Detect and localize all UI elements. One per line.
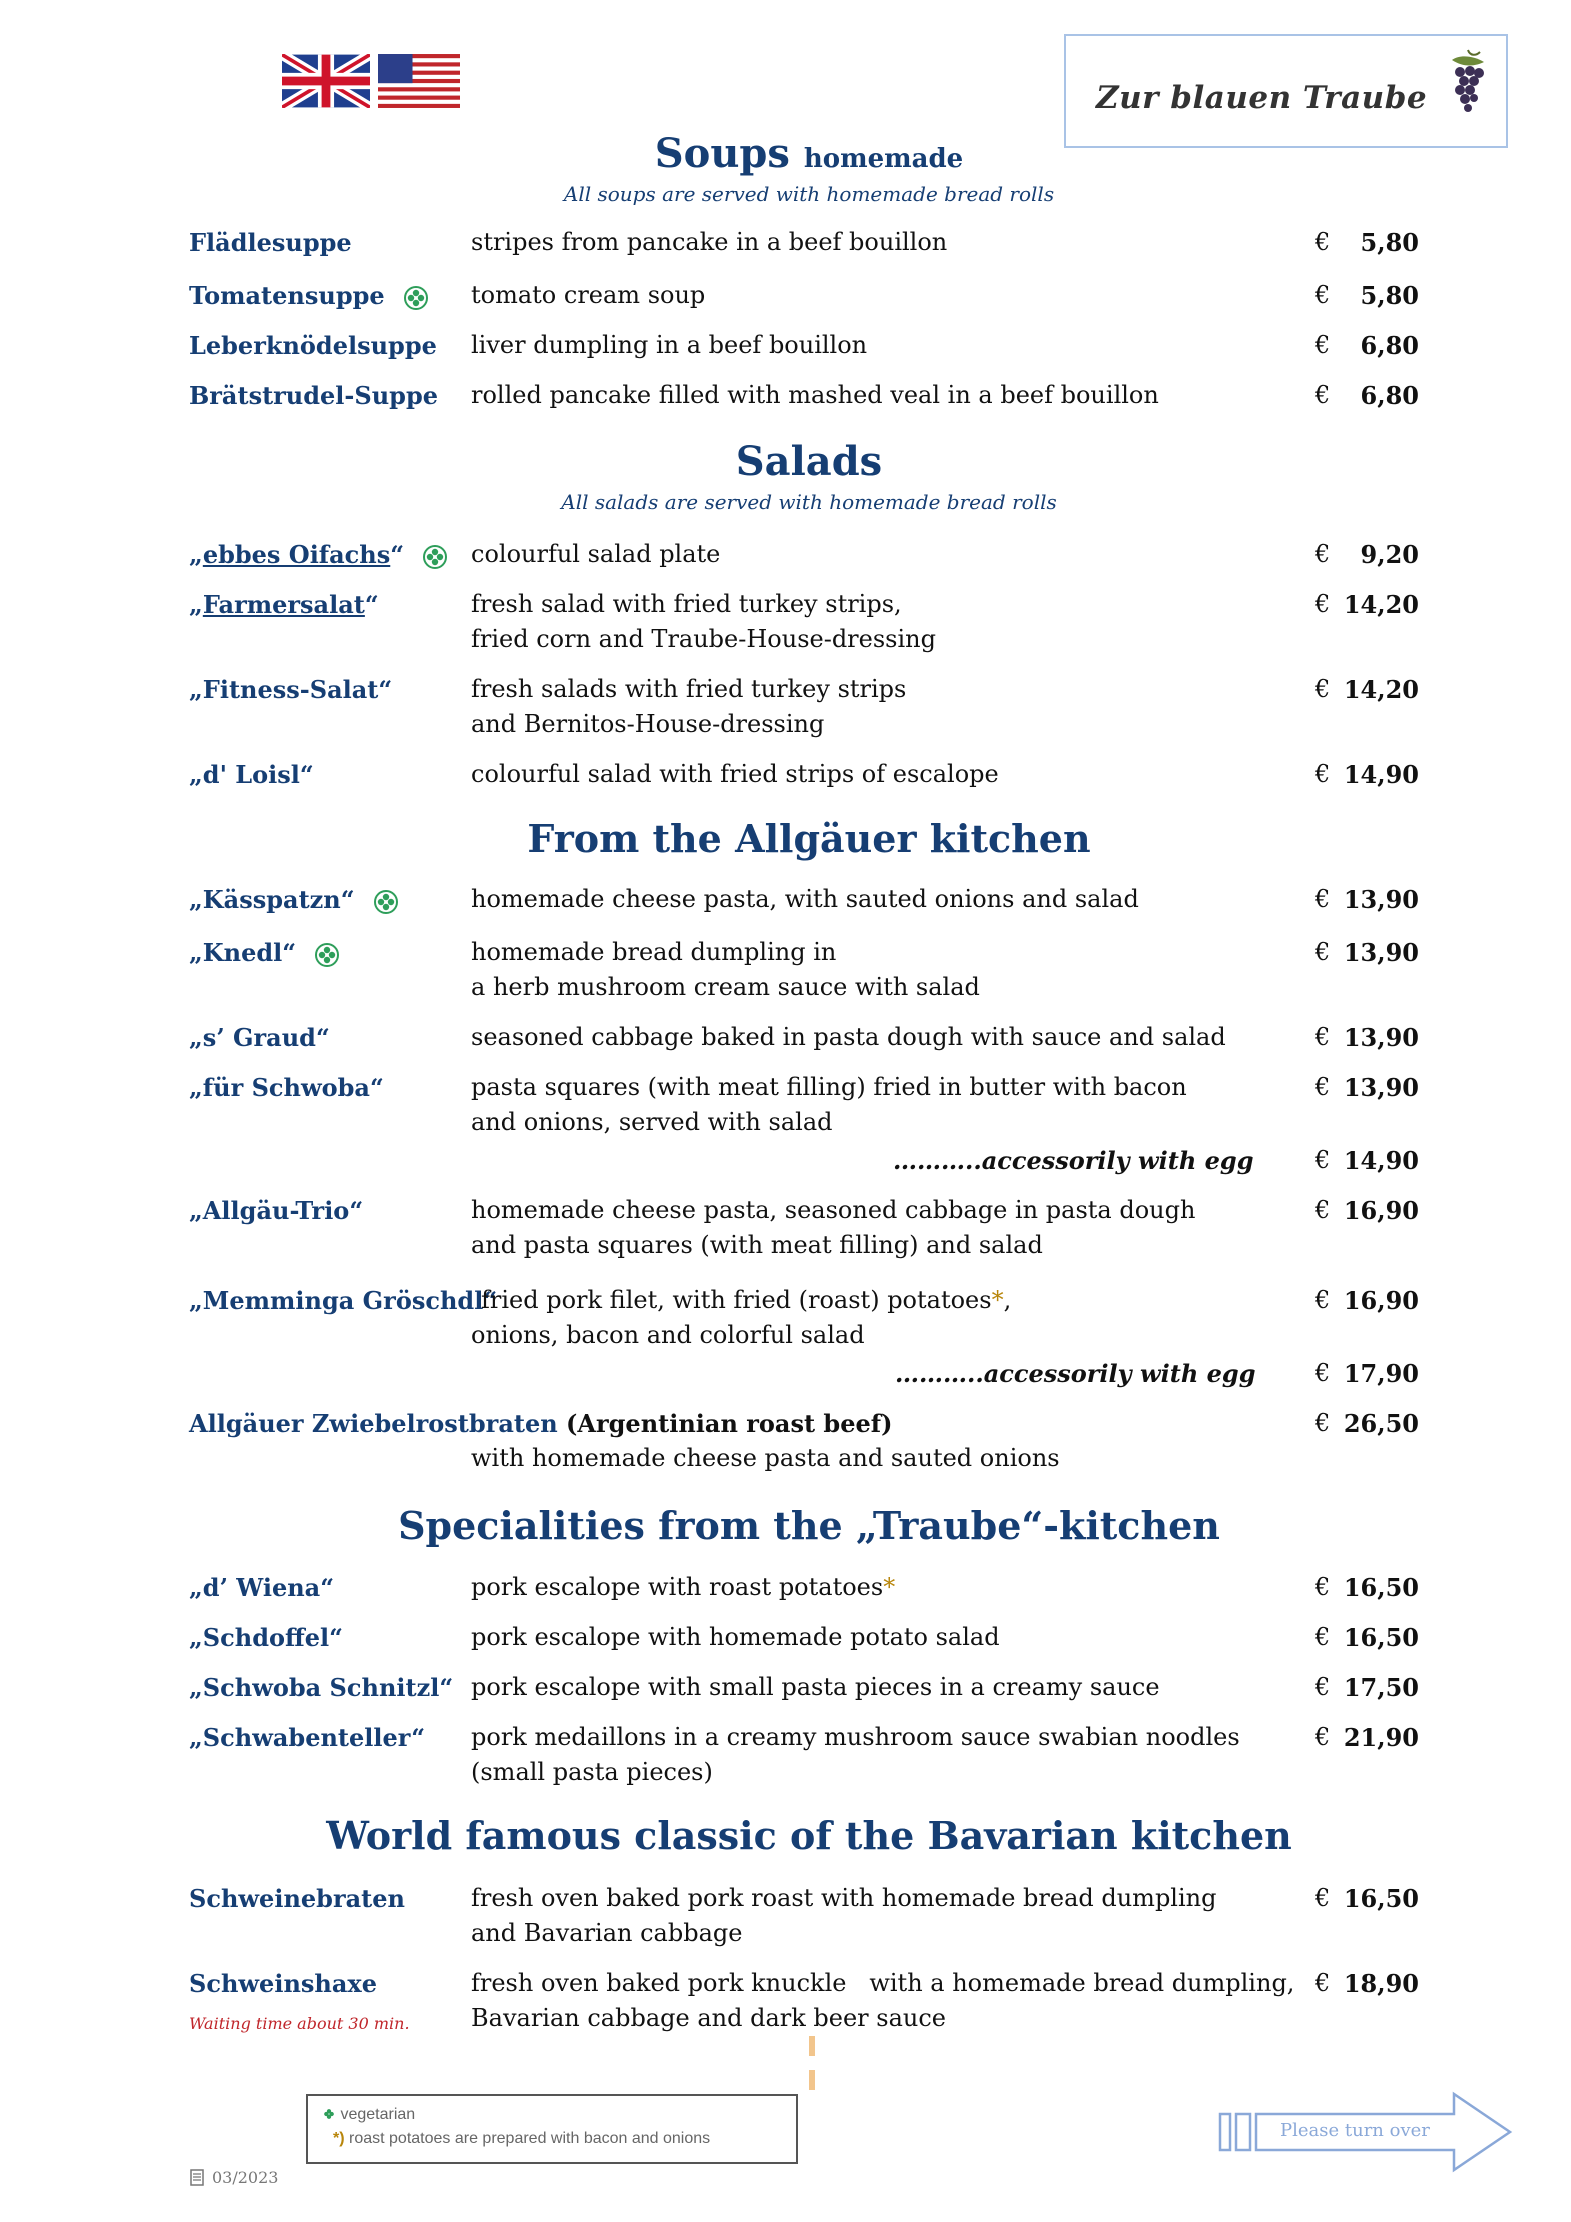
item-desc: tomato cream soup xyxy=(471,281,706,309)
item-name: „d' Loisl“ xyxy=(189,760,314,789)
edition-date xyxy=(190,2168,278,2187)
item-name: Farmersalat xyxy=(202,590,365,619)
extra-label: ………..accessorily with egg xyxy=(893,1146,1254,1175)
item-desc: pork escalope with roast potatoes* xyxy=(471,1573,896,1601)
salads-subtitle: All salads are served with homemade bread rolls xyxy=(561,490,1057,514)
grapes-icon xyxy=(1446,46,1490,120)
item-desc-line2: Bavarian cabbage and dark beer sauce xyxy=(471,2004,947,2032)
legend-star: *) xyxy=(333,2130,345,2147)
item-name: ebbes Oifachs xyxy=(202,540,391,569)
item-name: Tomatensuppe xyxy=(189,281,385,310)
item-name: Flädlesuppe xyxy=(189,228,352,257)
us-flag-icon[interactable] xyxy=(378,54,460,108)
item-desc-line2: fried corn and Traube-House-dressing xyxy=(471,625,936,653)
item-name: „für Schwoba“ xyxy=(189,1073,384,1102)
item-desc: pork escalope with homemade potato salad xyxy=(471,1623,1000,1651)
item-name: „Kässpatzn“ xyxy=(189,885,355,914)
item-name: „Memminga Gröschdl“ xyxy=(189,1286,498,1315)
item-name: „Schwabenteller“ xyxy=(189,1723,426,1752)
legend-vegetarian: vegetarian xyxy=(340,2106,416,2123)
item-name: „Allgäu-Trio“ xyxy=(189,1196,364,1225)
item-desc: fresh salads with fried turkey strips xyxy=(471,675,907,703)
item-name: „Knedl“ xyxy=(189,938,297,967)
uk-flag-icon[interactable] xyxy=(282,54,370,108)
item-desc-line2: and Bernitos-House-dressing xyxy=(471,710,825,738)
waiting-time-note: Waiting time about 30 min. xyxy=(189,2014,410,2033)
bavarian-title: World famous classic of the Bavarian kitchen xyxy=(326,1813,1292,1858)
traube-title: Specialities from the „Traube“-kitchen xyxy=(398,1503,1220,1548)
language-flags xyxy=(282,54,460,108)
item-desc: liver dumpling in a beef bouillon xyxy=(471,331,868,359)
vegetarian-icon xyxy=(403,285,429,311)
item-desc: rolled pancake filled with mashed veal in a beef bouillon xyxy=(471,381,1159,409)
item-desc: stripes from pancake in a beef bouillon xyxy=(471,228,948,256)
turn-over-label: Please turn over xyxy=(1280,2120,1430,2141)
item-name: Leberknödelsuppe xyxy=(189,331,437,360)
item-desc-line2: onions, bacon and colorful salad xyxy=(471,1321,865,1349)
item-name: Allgäuer Zwiebelrostbraten (Argentinian roast beef) xyxy=(189,1409,893,1438)
item-desc: colourful salad with fried strips of escalope xyxy=(471,760,999,788)
soups-title-suffix: homemade xyxy=(803,144,964,174)
item-desc-line2: with homemade cheese pasta and sauted onions xyxy=(471,1444,1060,1472)
vegetarian-icon xyxy=(322,2107,336,2121)
salads-title: Salads xyxy=(735,438,883,485)
divider-marks xyxy=(808,2036,816,2092)
item-desc: fresh oven baked pork roast with homemade bread dumpling xyxy=(471,1884,1217,1912)
item-name: „s’ Graud“ xyxy=(189,1023,330,1052)
legend-box xyxy=(306,2094,798,2164)
item-name: Brätstrudel-Suppe xyxy=(189,381,438,410)
item-name: „Schdoffel“ xyxy=(189,1623,343,1652)
item-desc: fresh oven baked pork knuckle with a homemade bread dumpling, xyxy=(471,1969,1295,1997)
item-desc: fresh salad with fried turkey strips, xyxy=(471,590,902,618)
item-desc: pasta squares (with meat filling) fried in butter with bacon xyxy=(471,1073,1187,1101)
item-name: „Schwoba Schnitzl“ xyxy=(189,1673,454,1702)
item-name: „Fitness-Salat“ xyxy=(189,675,393,704)
date-text: 03/2023 xyxy=(212,2168,279,2187)
item-desc-line2: and Bavarian cabbage xyxy=(471,1919,743,1947)
brand-name: Zur blauen Traube xyxy=(1096,80,1428,116)
soups-heading xyxy=(0,130,1571,177)
legend-note: roast potatoes are prepared with bacon and onions xyxy=(349,2130,711,2147)
item-desc: seasoned cabbage baked in pasta dough with sauce and salad xyxy=(471,1023,1226,1051)
item-desc-line2: and onions, served with salad xyxy=(471,1108,833,1136)
item-desc: homemade cheese pasta, seasoned cabbage in pasta dough xyxy=(471,1196,1196,1224)
item-desc: pork escalope with small pasta pieces in a creamy sauce xyxy=(471,1673,1160,1701)
item-desc-line2: and pasta squares (with meat filling) and salad xyxy=(471,1231,1043,1259)
item-desc: fried pork filet, with fried (roast) potatoes*, xyxy=(481,1286,1012,1314)
item-name: Schweinshaxe xyxy=(189,1969,377,1998)
allgaeu-title: From the Allgäuer kitchen xyxy=(527,816,1091,861)
document-icon xyxy=(190,2169,206,2187)
item-desc: homemade cheese pasta, with sauted onions and salad xyxy=(471,885,1139,913)
item-name: Schweinebraten xyxy=(189,1884,405,1913)
item-desc-line2: a herb mushroom cream sauce with salad xyxy=(471,973,980,1001)
soups-subtitle: All soups are served with homemade bread rolls xyxy=(563,182,1055,206)
vegetarian-icon xyxy=(422,544,448,570)
turn-over-arrow[interactable] xyxy=(1218,2090,1514,2174)
vegetarian-icon xyxy=(314,942,340,968)
item-desc-line2: (small pasta pieces) xyxy=(471,1758,713,1786)
item-name: „d’ Wiena“ xyxy=(189,1573,335,1602)
extra-label: ………..accessorily with egg xyxy=(895,1359,1256,1388)
item-desc: homemade bread dumpling in xyxy=(471,938,837,966)
vegetarian-icon xyxy=(373,889,399,915)
item-desc: pork medaillons in a creamy mushroom sauce swabian noodles xyxy=(471,1723,1240,1751)
soups-title: Soups xyxy=(654,130,790,177)
item-desc: colourful salad plate xyxy=(471,540,721,568)
